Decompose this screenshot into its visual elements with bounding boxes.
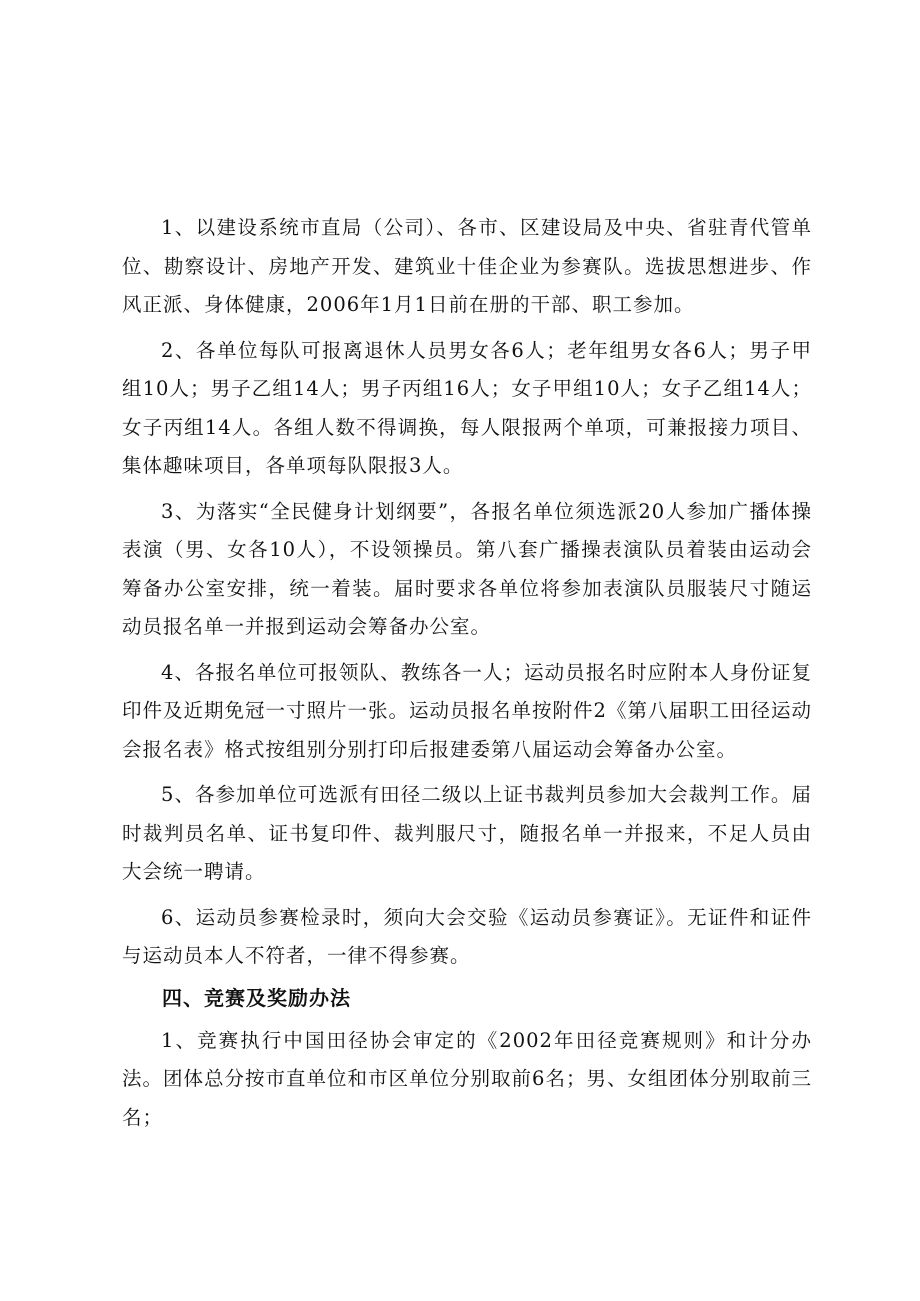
paragraph-4: 4、各报名单位可报领队、教练各一人；运动员报名时应附本人身份证复印件及近期免冠一寸照片一张。运动员报名单按附件2《第八届职工田径运动会报名表》格式按组别分别打印后报建委第八届运动会筹备办公室。 — [122, 660, 812, 761]
section-heading: 四、竞赛及奖励办法 — [162, 985, 351, 1010]
paragraph-competition-1: 1、竞赛执行中国田径协会审定的《2002年田径竞赛规则》和计分办法。团体总分按市直单位和市区单位分别取前6名；男、女组团体分别取前三名； — [122, 1028, 812, 1129]
paragraph-6: 6、运动员参赛检录时，须向大会交验《运动员参赛证》。无证件和证件与运动员本人不符者，一律不得参赛。 — [122, 905, 812, 967]
paragraph-5: 5、各参加单位可选派有田径二级以上证书裁判员参加大会裁判工作。届时裁判员名单、证书复印件、裁判服尺寸，随报名单一并报来，不足人员由大会统一聘请。 — [122, 783, 812, 883]
paragraph-3: 3、为落实“全民健身计划纲要”，各报名单位须选派20人参加广播体操表演（男、女各10人），不设领操员。第八套广播操表演队员着装由运动会筹备办公室安排，统一着装。届时要求各单位将参加表演队员服装尺寸随运动员报名单一并报到运动会筹备办公室。 — [122, 499, 812, 638]
document-body — [122, 209, 812, 1137]
paragraph-1: 1、以建设系统市直局（公司）、各市、区建设局及中央、省驻青代管单位、勘察设计、房地产开发、建筑业十佳企业为参赛队。选拔思想进步、作风正派、身体健康，2006年1月1日前在册的干部、职工参加。 — [122, 216, 812, 316]
paragraph-2: 2、各单位每队可报离退休人员男女各6人；老年组男女各6人；男子甲组10人；男子乙组14人；男子丙组16人；女子甲组10人；女子乙组14人；女子丙组14人。各组人数不得调换，每人限报两个单项，可兼报接力项目、集体趣味项目，各单项每队限报3人。 — [122, 338, 812, 477]
